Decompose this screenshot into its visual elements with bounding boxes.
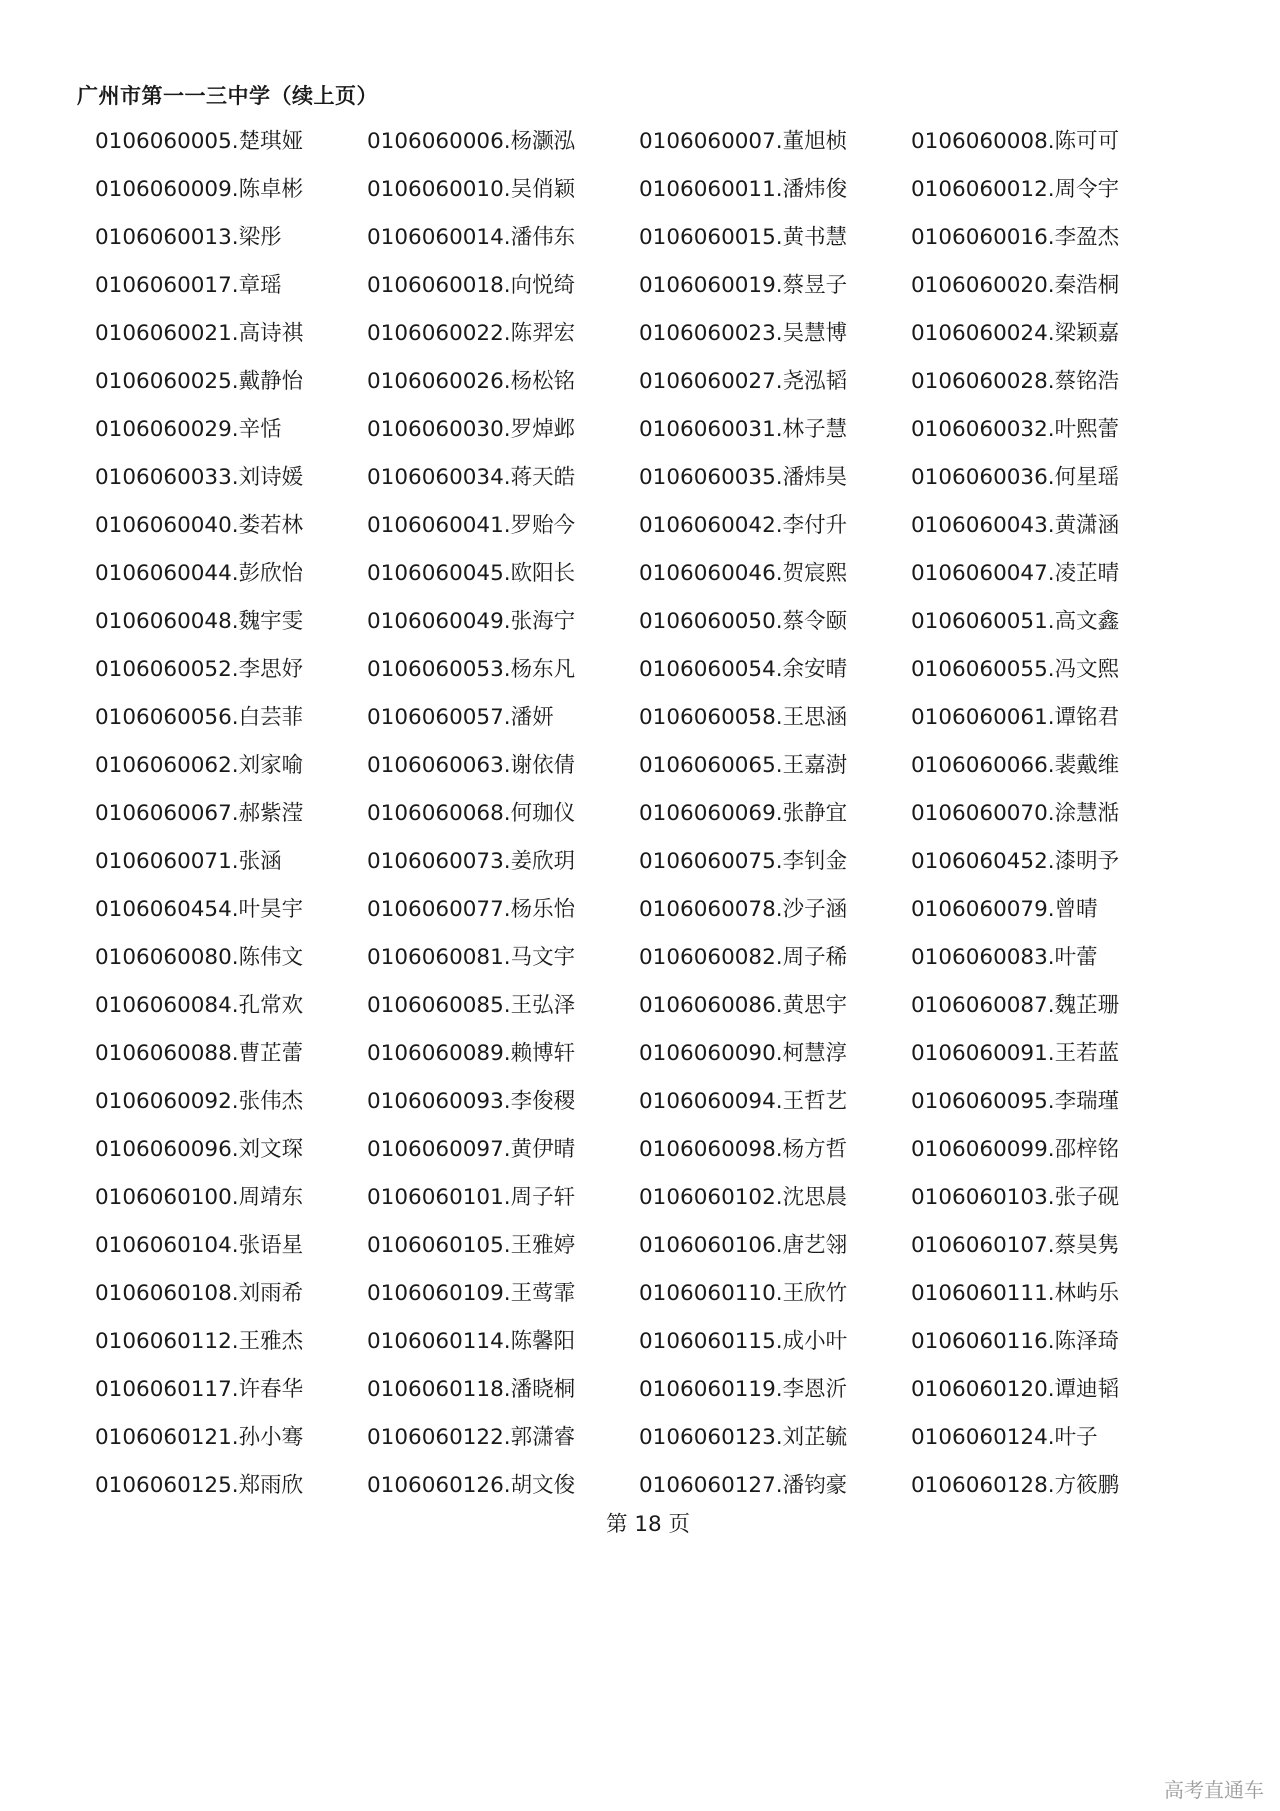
roster-entry: 0106060043.黄潇涵: [911, 513, 1120, 538]
roster-entry: 0106060053.杨东凡: [367, 657, 576, 682]
roster-entry: 0106060025.戴静怡: [95, 369, 304, 394]
roster-entry: 0106060093.李俊稷: [367, 1089, 576, 1114]
roster-entry: 0106060062.刘家喻: [95, 753, 304, 778]
roster-entry: 0106060071.张涵: [95, 849, 282, 874]
roster-entry: 0106060068.何珈仪: [367, 801, 576, 826]
roster-entry: 0106060098.杨方哲: [639, 1137, 848, 1162]
roster-entry: 0106060120.谭迪韬: [911, 1377, 1120, 1402]
roster-entry: 0106060028.蔡铭浩: [911, 369, 1120, 394]
roster-entry: 0106060081.马文宇: [367, 945, 576, 970]
roster-entry: 0106060033.刘诗媛: [95, 465, 304, 490]
roster-entry: 0106060009.陈卓彬: [95, 177, 304, 202]
roster-entry: 0106060029.辛恬: [95, 417, 282, 442]
roster-entry: 0106060017.章瑶: [95, 273, 282, 298]
roster-entry: 0106060056.白芸菲: [95, 705, 304, 730]
roster-entry: 0106060054.余安晴: [639, 657, 848, 682]
roster-entry: 0106060022.陈羿宏: [367, 321, 576, 346]
roster-entry: 0106060027.尧泓韬: [639, 369, 848, 394]
roster-entry: 0106060099.邵梓铭: [911, 1137, 1120, 1162]
roster-entry: 0106060106.唐艺翎: [639, 1233, 848, 1258]
roster-entry: 0106060067.郝紫滢: [95, 801, 304, 826]
watermark-text: 高考直通车: [1164, 1778, 1264, 1802]
roster-entry: 0106060035.潘炜昊: [639, 465, 848, 490]
roster-entry: 0106060040.娄若林: [95, 513, 304, 538]
roster-entry: 0106060121.孙小骞: [95, 1425, 304, 1450]
roster-entry: 0106060111.林屿乐: [911, 1281, 1120, 1306]
roster-entry: 0106060085.王弘泽: [367, 993, 576, 1018]
roster-entry: 0106060084.孔常欢: [95, 993, 304, 1018]
roster-entry: 0106060024.梁颖嘉: [911, 321, 1120, 346]
roster-entry: 0106060092.张伟杰: [95, 1089, 304, 1114]
roster-entry: 0106060015.黄书慧: [639, 225, 848, 250]
roster-entry: 0106060061.谭铭君: [911, 705, 1120, 730]
roster-entry: 0106060065.王嘉澍: [639, 753, 848, 778]
roster-entry: 0106060454.叶昊宇: [95, 897, 304, 922]
roster-entry: 0106060050.蔡令颐: [639, 609, 848, 634]
roster-entry: 0106060030.罗焯邺: [367, 417, 576, 442]
roster-entry: 0106060018.向悦绮: [367, 273, 576, 298]
roster-entry: 0106060047.凌芷晴: [911, 561, 1120, 586]
roster-entry: 0106060083.叶蕾: [911, 945, 1098, 970]
roster-entry: 0106060052.李思妤: [95, 657, 304, 682]
roster-entry: 0106060023.吴慧博: [639, 321, 848, 346]
roster-entry: 0106060124.叶子: [911, 1425, 1098, 1450]
roster-entry: 0106060041.罗贻今: [367, 513, 576, 538]
roster-entry: 0106060122.郭潇睿: [367, 1425, 576, 1450]
roster-entry: 0106060110.王欣竹: [639, 1281, 848, 1306]
roster-entry: 0106060014.潘伟东: [367, 225, 576, 250]
roster-entry: 0106060077.杨乐怡: [367, 897, 576, 922]
roster-entry: 0106060128.方筱鹏: [911, 1473, 1120, 1498]
roster-entry: 0106060115.成小叶: [639, 1329, 848, 1354]
roster-entry: 0106060020.秦浩桐: [911, 273, 1120, 298]
roster-entry: 0106060088.曹芷蕾: [95, 1041, 304, 1066]
roster-entry: 0106060100.周靖东: [95, 1185, 304, 1210]
roster-entry: 0106060112.王雅杰: [95, 1329, 304, 1354]
roster-entry: 0106060097.黄伊晴: [367, 1137, 576, 1162]
roster-entry: 0106060096.刘文琛: [95, 1137, 304, 1162]
roster-entry: 0106060069.张静宜: [639, 801, 848, 826]
roster-entry: 0106060019.蔡昱子: [639, 273, 848, 298]
roster-entry: 0106060109.王莺霏: [367, 1281, 576, 1306]
roster-entry: 0106060116.陈泽琦: [911, 1329, 1120, 1354]
roster-entry: 0106060107.蔡昊隽: [911, 1233, 1120, 1258]
roster-entry: 0106060075.李钊金: [639, 849, 848, 874]
roster-entry: 0106060095.李瑞瑾: [911, 1089, 1120, 1114]
roster-entry: 0106060031.林子慧: [639, 417, 848, 442]
page-heading: 广州市第一一三中学（续上页）: [77, 84, 378, 108]
roster-entry: 0106060006.杨灏泓: [367, 129, 576, 154]
roster-entry: 0106060090.柯慧淳: [639, 1041, 848, 1066]
roster-entry: 0106060091.王若蓝: [911, 1041, 1120, 1066]
roster-entry: 0106060104.张语星: [95, 1233, 304, 1258]
roster-entry: 0106060016.李盈杰: [911, 225, 1120, 250]
roster-entry: 0106060005.楚琪娅: [95, 129, 304, 154]
roster-entry: 0106060007.董旭桢: [639, 129, 848, 154]
roster-entry: 0106060013.梁彤: [95, 225, 282, 250]
roster-entry: 0106060108.刘雨希: [95, 1281, 304, 1306]
page-number: 第 18 页: [605, 1512, 691, 1537]
roster-entry: 0106060010.吴俏颖: [367, 177, 576, 202]
roster-entry: 0106060114.陈馨阳: [367, 1329, 576, 1354]
roster-entry: 0106060078.沙子涵: [639, 897, 848, 922]
roster-entry: 0106060021.高诗祺: [95, 321, 304, 346]
roster-entry: 0106060042.李付升: [639, 513, 848, 538]
roster-entry: 0106060045.欧阳长: [367, 561, 576, 586]
roster-entry: 0106060046.贺宸熙: [639, 561, 848, 586]
roster-entry: 0106060102.沈思晨: [639, 1185, 848, 1210]
roster-entry: 0106060048.魏宇雯: [95, 609, 304, 634]
roster-entry: 0106060452.漆明予: [911, 849, 1120, 874]
roster-entry: 0106060080.陈伟文: [95, 945, 304, 970]
roster-entry: 0106060118.潘晓桐: [367, 1377, 576, 1402]
roster-entry: 0106060051.高文鑫: [911, 609, 1120, 634]
roster-entry: 0106060103.张子砚: [911, 1185, 1120, 1210]
roster-entry: 0106060058.王思涵: [639, 705, 848, 730]
student-roster-grid: [95, 120, 1215, 1512]
roster-entry: 0106060032.叶熙蕾: [911, 417, 1120, 442]
roster-entry: 0106060063.谢依倩: [367, 753, 576, 778]
roster-entry: 0106060119.李恩沂: [639, 1377, 848, 1402]
roster-entry: 0106060055.冯文熙: [911, 657, 1120, 682]
roster-entry: 0106060036.何星瑶: [911, 465, 1120, 490]
roster-entry: 0106060094.王哲艺: [639, 1089, 848, 1114]
roster-entry: 0106060057.潘妍: [367, 705, 554, 730]
roster-entry: 0106060101.周子轩: [367, 1185, 576, 1210]
roster-entry: 0106060034.蒋天皓: [367, 465, 576, 490]
roster-entry: 0106060127.潘钧豪: [639, 1473, 848, 1498]
roster-entry: 0106060087.魏芷珊: [911, 993, 1120, 1018]
roster-entry: 0106060082.周子稀: [639, 945, 848, 970]
roster-entry: 0106060011.潘炜俊: [639, 177, 848, 202]
roster-entry: 0106060126.胡文俊: [367, 1473, 576, 1498]
roster-entry: 0106060105.王雅婷: [367, 1233, 576, 1258]
roster-entry: 0106060123.刘芷毓: [639, 1425, 848, 1450]
roster-entry: 0106060066.裴戴维: [911, 753, 1120, 778]
roster-entry: 0106060049.张海宁: [367, 609, 576, 634]
roster-entry: 0106060125.郑雨欣: [95, 1473, 304, 1498]
roster-entry: 0106060026.杨松铭: [367, 369, 576, 394]
roster-entry: 0106060044.彭欣怡: [95, 561, 304, 586]
roster-entry: 0106060089.赖博轩: [367, 1041, 576, 1066]
roster-entry: 0106060008.陈可可: [911, 129, 1120, 154]
roster-entry: 0106060073.姜欣玥: [367, 849, 576, 874]
roster-entry: 0106060012.周令宇: [911, 177, 1120, 202]
roster-entry: 0106060117.许春华: [95, 1377, 304, 1402]
roster-entry: 0106060070.涂慧湉: [911, 801, 1120, 826]
roster-entry: 0106060079.曾晴: [911, 897, 1098, 922]
roster-entry: 0106060086.黄思宇: [639, 993, 848, 1018]
